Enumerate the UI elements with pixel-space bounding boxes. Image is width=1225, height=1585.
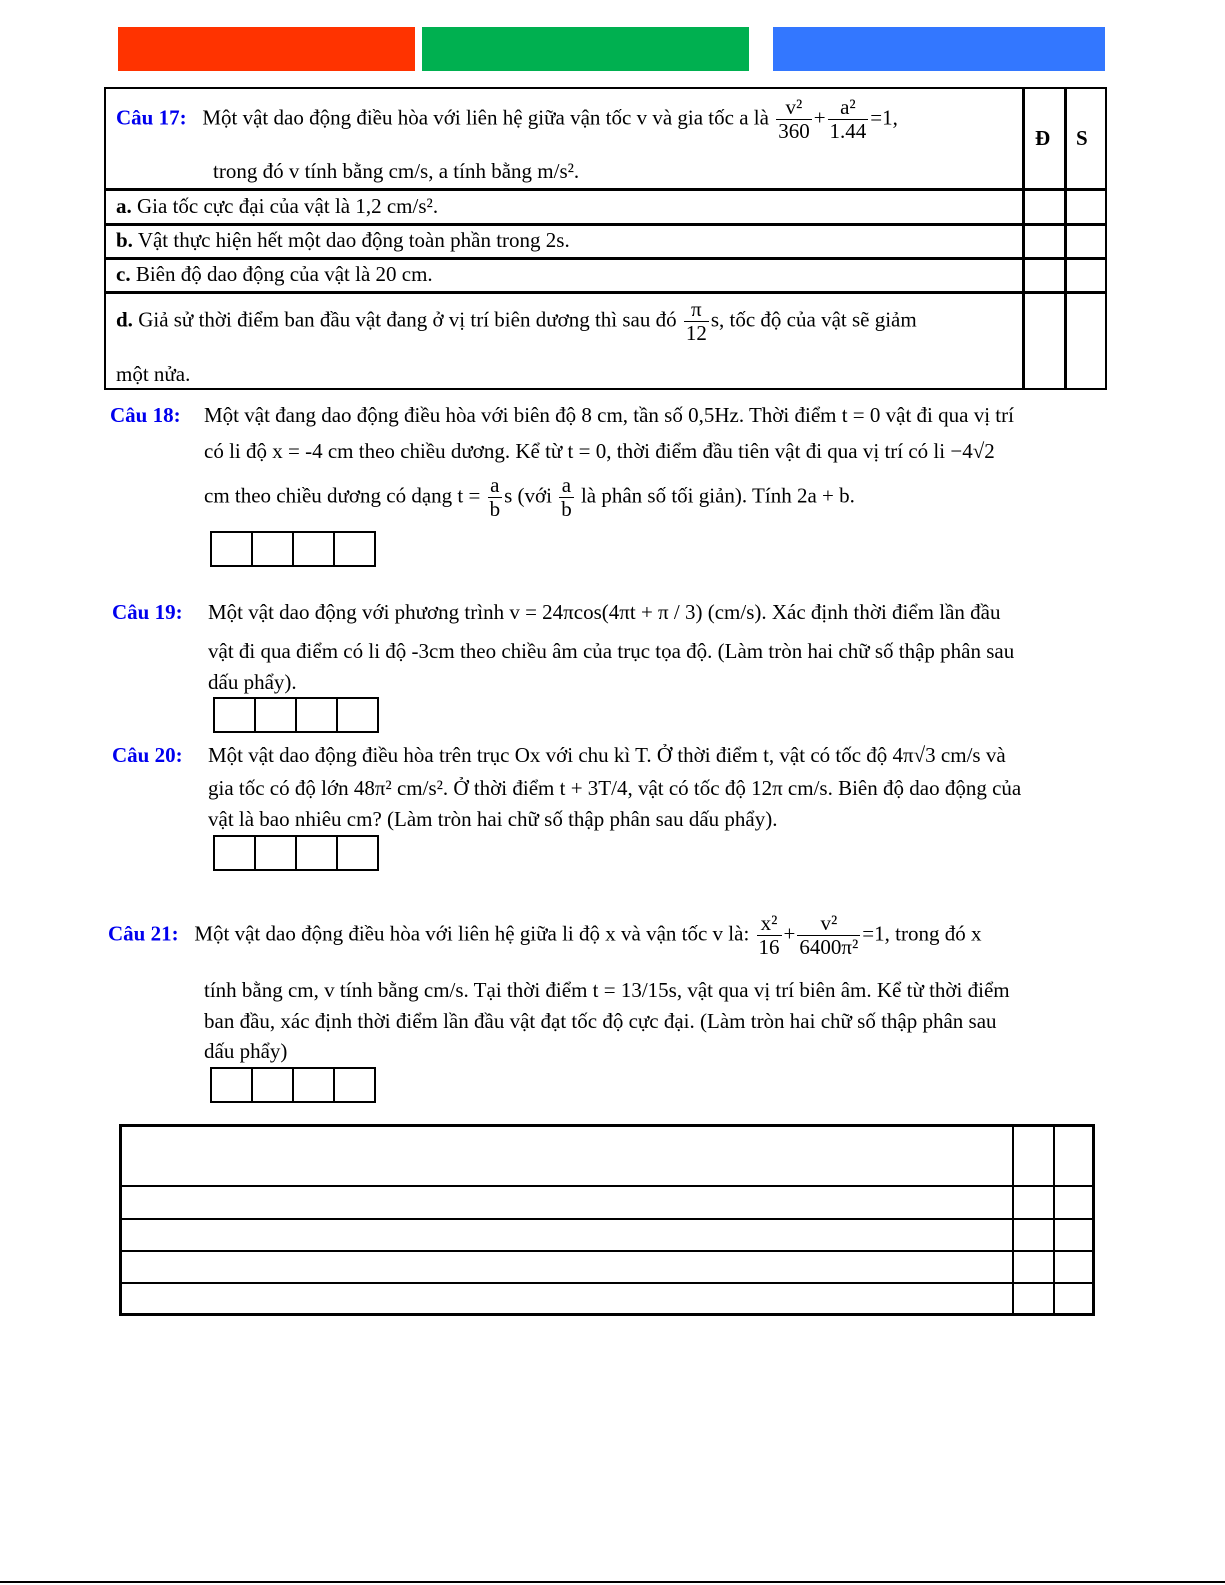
q18-answer-boxes[interactable]: [210, 531, 376, 567]
q17-statement-a: a. Gia tốc cực đại của vật là 1,2 cm/s².: [116, 194, 439, 218]
q20-line3: vật là bao nhiêu cm? (Làm tròn hai chữ số thập phân sau dấu phẩy).: [208, 807, 778, 831]
q19-answer-boxes[interactable]: [213, 697, 379, 733]
q21-line2: tính bằng cm, v tính bằng cm/s. Tại thời điểm t = 13/15s, vật qua vị trí biên âm. Kể từ thời điểm: [204, 978, 1010, 1002]
q19-line3: dấu phẩy).: [208, 670, 297, 694]
q18-line2: có li độ x = -4 cm theo chiều dương. Kể từ t = 0, thời điểm đầu tiên vật đi qua vị trí có li −4√2: [204, 439, 995, 463]
q21-line1: Câu 21: Một vật dao động điều hòa với liên hệ giữa li độ x và vận tốc v là: $\frac{\text{x²}}{16}$ + $\frac{\text{v²}}{\text{6400π²}}$ =1, trong đó x: [108, 911, 982, 960]
red-header-bar: [118, 27, 415, 71]
q17-statement-b: b. Vật thực hiện hết một dao động toàn phần trong 2s.: [116, 228, 570, 252]
q18-line1: Một vật đang dao động điều hòa với biên độ 8 cm, tần số 0,5Hz. Thời điểm t = 0 vật đi qua vị trí: [204, 403, 1014, 427]
q21-line4: dấu phẩy): [204, 1039, 288, 1063]
blue-header-bar: [773, 27, 1105, 71]
q17-stem-line2: trong đó v tính bằng cm/s, a tính bằng m/s².: [213, 159, 580, 183]
q17-statement-c: c. Biên độ dao động của vật là 20 cm.: [116, 262, 433, 286]
col-header-true: Đ: [1035, 126, 1051, 150]
q17-stem-line1: Câu 17: Một vật dao động điều hòa với liên hệ giữa vận tốc v và gia tốc a là $\frac{\text{v²}}{360}$ + $\frac{\text{a²}}{1.44}$ =1,: [116, 95, 898, 144]
q18-label: Câu 18:: [110, 403, 181, 427]
q20-line2: gia tốc có độ lớn 48π² cm/s². Ở thời điểm t + 3T/4, vật có tốc độ 12π cm/s. Biên độ dao động của: [208, 776, 1022, 800]
q19-line2: vật đi qua điểm có li độ -3cm theo chiều âm của trục tọa độ. (Làm tròn hai chữ số thập phân sau: [208, 639, 1015, 663]
q20-answer-boxes[interactable]: [213, 835, 379, 871]
q17-statement-d: d. Giả sử thời điểm ban đầu vật đang ở vị trí biên dương thì sau đó $\frac{\pi}{12}$ s, tốc độ của vật sẽ giảm: [116, 297, 917, 346]
q20-label: Câu 20:: [112, 743, 183, 767]
col-header-false: S: [1076, 126, 1088, 150]
q21-line3: ban đầu, xác định thời điểm lần đầu vật đạt tốc độ cực đại. (Làm tròn hai chữ số thập phân sau: [204, 1009, 997, 1033]
q19-line1: Một vật dao động với phương trình v = 24πcos(4πt + π / 3) (cm/s). Xác định thời điểm lần đầu: [208, 600, 1001, 624]
q21-answer-boxes[interactable]: [210, 1067, 376, 1103]
green-header-bar: [422, 27, 749, 71]
q19-label: Câu 19:: [112, 600, 183, 624]
q17-statement-d-cont: một nửa.: [116, 362, 191, 386]
page-bottom-border: [0, 1581, 1225, 1583]
q20-line1: Một vật dao động điều hòa trên trục Ox với chu kì T. Ở thời điểm t, vật có tốc độ 4π√3 cm/s và: [208, 743, 1006, 767]
q18-line3: cm theo chiều dương có dạng t = $\frac{a}{b}$ s (với $\frac{a}{b}$ là phân số tối giản). Tính 2a + b.: [204, 473, 855, 522]
